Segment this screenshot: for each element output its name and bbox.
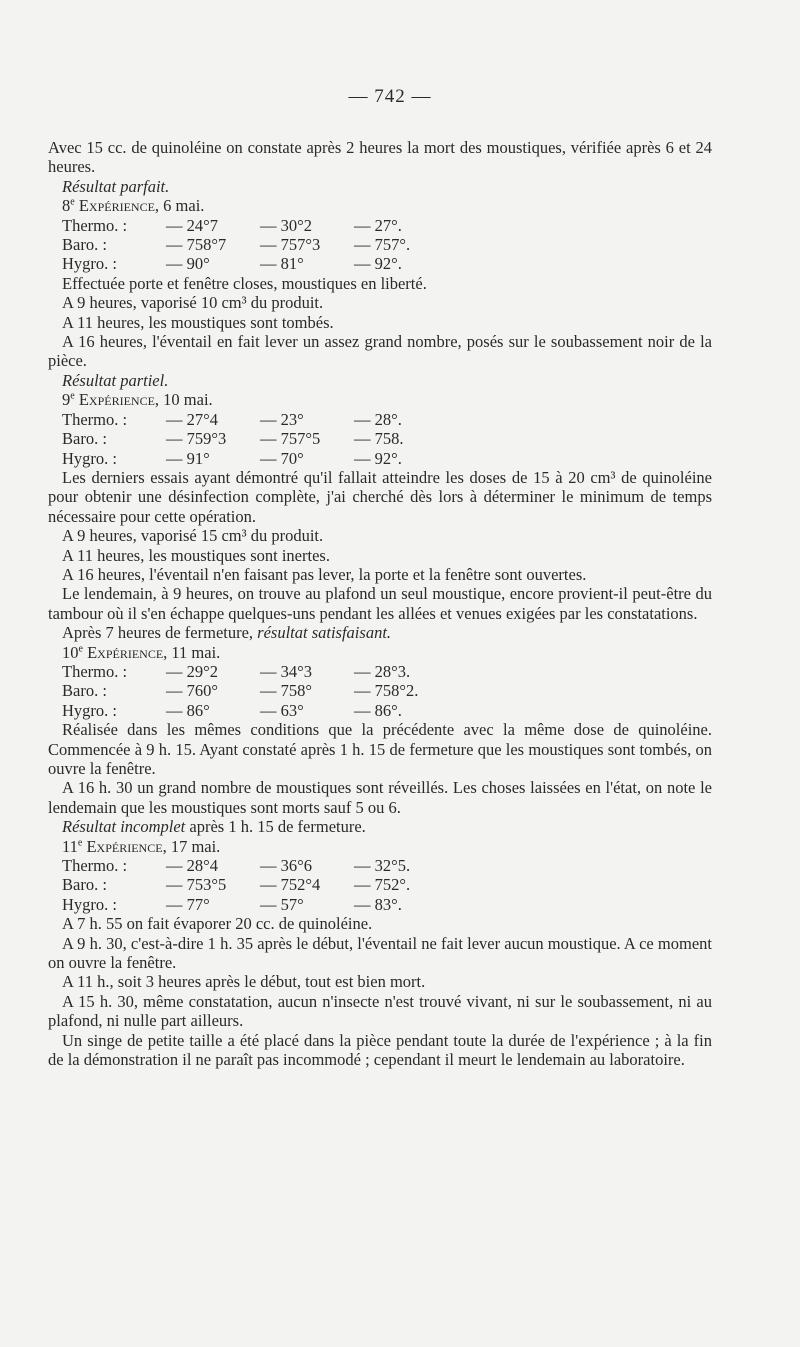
ordinal-suffix: e [70, 196, 75, 208]
measurement-label: Baro. : [62, 429, 107, 449]
measurement-value-3: — 757°. [354, 235, 411, 255]
measurement-value-3: — 758. [354, 429, 404, 449]
measurement-value-2: — 70° [260, 448, 304, 468]
measurement-value-3: — 92°. [354, 254, 402, 274]
result-verdict: Résultat incomplet [62, 817, 186, 837]
measurement-row [48, 216, 712, 235]
paragraph: Avec 15 cc. de quinoléine on constate après 2 heures la mort des moustiques, vérifiée après 6 et 24 heures. [48, 138, 712, 177]
measurement-value-3: — 758°2. [354, 681, 419, 701]
paragraph-line: Effectuée porte et fenêtre closes, moustiques en liberté. [62, 273, 427, 293]
measurement-label: Hygro. : [62, 448, 117, 468]
measurement-label: Baro. : [62, 681, 107, 701]
measurement-value-3: — 92°. [354, 448, 402, 468]
paragraph-line: A 9 heures, vaporisé 15 cm³ du produit. [62, 526, 324, 546]
measurement-label: Hygro. : [62, 894, 117, 914]
experiment-number: 9 [62, 390, 71, 410]
paragraph-line: A 11 heures, les moustiques sont inertes. [62, 545, 330, 565]
experiment-date: , 17 mai. [162, 836, 221, 856]
measurement-value-2: — 30°2 [260, 215, 312, 235]
paragraph: A 16 heures, l'éventail en fait lever un assez grand nombre, posés sur le soubassement noir de la pièce. [48, 332, 712, 371]
measurement-value-1: — 759°3 [166, 429, 227, 449]
measurement-value-3: — 28°. [354, 409, 402, 429]
measurement-value-2: — 63° [260, 700, 304, 720]
experiment-word: Expérience [86, 836, 163, 856]
paragraph: A 16 heures, l'éventail n'en faisant pas lever, la porte et la fenêtre sont ouvertes. [62, 564, 587, 584]
measurement-row [48, 856, 712, 875]
measurement-value-1: — 758°7 [166, 235, 227, 255]
result-tail: après 1 h. 15 de fermeture. [185, 817, 366, 837]
experiment-number: 10 [62, 642, 79, 662]
result-line [48, 817, 712, 836]
result-text: Après 7 heures de fermeture, [62, 623, 258, 643]
measurement-value-3: — 86°. [354, 700, 402, 720]
measurement-row [48, 429, 712, 448]
measurement-value-2: — 34°3 [260, 661, 312, 681]
measurement-value-3: — 28°3. [354, 661, 411, 681]
result-line: Résultat parfait. [62, 176, 170, 196]
measurement-row [48, 662, 712, 681]
experiment-heading [48, 643, 712, 662]
paragraph: A 9 h. 30, c'est-à-dire 1 h. 35 après le début, l'éventail ne fait lever aucun moustique. A ce moment on ouvre la fenêtre. [48, 933, 712, 973]
measurement-value-2: — 752°4 [260, 875, 321, 895]
measurement-value-1: — 28°4 [166, 856, 218, 876]
experiment-word: Expérience [78, 196, 155, 216]
experiment-word: Expérience [78, 390, 155, 410]
measurement-label: Baro. : [62, 875, 107, 895]
measurement-row [48, 681, 712, 700]
measurement-value-2: — 757°3 [260, 235, 321, 255]
measurement-value-1: — 760° [166, 681, 218, 701]
measurement-value-2: — 23° [260, 409, 304, 429]
measurement-label: Thermo. : [62, 215, 128, 235]
measurement-value-2: — 57° [260, 894, 304, 914]
result-verdict: résultat satisfaisant. [257, 623, 392, 643]
measurement-value-3: — 27°. [354, 215, 402, 235]
ordinal-suffix: e [78, 643, 83, 655]
measurement-row [48, 410, 712, 429]
experiment-number: 11 [62, 836, 78, 856]
measurement-row [48, 701, 712, 720]
experiment-date: , 11 mai. [163, 642, 221, 662]
experiment-date: , 10 mai. [154, 390, 213, 410]
measurement-value-1: — 86° [166, 700, 210, 720]
measurement-value-2: — 758° [260, 681, 312, 701]
measurement-label: Thermo. : [62, 409, 128, 429]
measurement-value-1: — 90° [166, 254, 210, 274]
paragraph: Les derniers essais ayant démontré qu'il fallait atteindre les doses de 15 à 20 cm³ de quinoléine pour obtenir une désinfection complète, j'ai cherché dès lors à déterminer le minimum de temps nécessaire pour cette opération. [48, 467, 712, 526]
measurement-row [48, 895, 712, 914]
measurement-value-1: — 24°7 [166, 215, 218, 235]
ordinal-suffix: e [70, 390, 75, 402]
measurement-value-2: — 81° [260, 254, 304, 274]
measurement-row [48, 449, 712, 468]
paragraph-line: A 11 heures, les moustiques sont tombés. [62, 312, 334, 332]
experiment-heading [48, 837, 712, 856]
measurement-label: Thermo. : [62, 856, 128, 876]
measurement-value-3: — 83°. [354, 894, 402, 914]
result-line [48, 623, 712, 642]
experiment-number: 8 [62, 196, 71, 216]
measurement-value-1: — 77° [166, 894, 210, 914]
experiment-date: , 6 mai. [154, 196, 205, 216]
experiment-heading [48, 196, 712, 215]
measurement-value-2: — 36°6 [260, 856, 312, 876]
measurement-row [48, 875, 712, 894]
measurement-label: Baro. : [62, 235, 107, 255]
paragraph-line: A 11 h., soit 3 heures après le début, tout est bien mort. [62, 972, 426, 992]
experiment-word: Expérience [87, 642, 164, 662]
paragraph-line: A 7 h. 55 on fait évaporer 20 cc. de quinoléine. [62, 914, 373, 934]
measurement-value-3: — 32°5. [354, 856, 411, 876]
measurement-label: Hygro. : [62, 254, 117, 274]
measurement-value-1: — 91° [166, 448, 210, 468]
measurement-row [48, 254, 712, 273]
measurement-row [48, 235, 712, 254]
measurement-value-2: — 757°5 [260, 429, 321, 449]
paragraph: Réalisée dans les mêmes conditions que la précédente avec la même dose de quinoléine. Commencée à 9 h. 15. Ayant constaté après 1 h. 15 de fermeture que les moustiques sont tombés, on ouvre la fenêtre. [48, 720, 712, 778]
measurement-value-3: — 752°. [354, 875, 411, 895]
measurement-value-1: — 27°4 [166, 409, 218, 429]
paragraph: Un singe de petite taille a été placé dans la pièce pendant toute la durée de l'expérience ; à la fin de la démonstration il ne paraît pas incommodé ; cependant il meurt le lendemain au laboratoire. [48, 1030, 712, 1070]
result-line: Résultat partiel. [62, 370, 169, 390]
paragraph: Le lendemain, à 9 heures, on trouve au plafond un seul moustique, encore provient-il peut-être du tambour où il s'en échappe quelques-uns pendant les allées et venues exigées par les constatations. [48, 584, 712, 623]
measurement-value-1: — 753°5 [166, 875, 227, 895]
ordinal-suffix: e [77, 837, 83, 849]
measurement-label: Hygro. : [62, 700, 117, 720]
paragraph: A 16 h. 30 un grand nombre de moustiques sont réveillés. Les choses laissées en l'état, on note le lendemain que les moustiques sont morts sauf 5 ou 6. [48, 778, 712, 817]
measurement-label: Thermo. : [62, 661, 128, 681]
page-number: — 742 — [348, 86, 432, 107]
paragraph: A 15 h. 30, même constatation, aucun n'insecte n'est trouvé vivant, ni sur le soubassement, ni au plafond, ni nulle part ailleurs. [48, 991, 712, 1031]
body-text [48, 138, 712, 1070]
experiment-heading [48, 390, 712, 409]
paragraph-line: A 9 heures, vaporisé 10 cm³ du produit. [62, 293, 324, 313]
measurement-value-1: — 29°2 [166, 661, 218, 681]
